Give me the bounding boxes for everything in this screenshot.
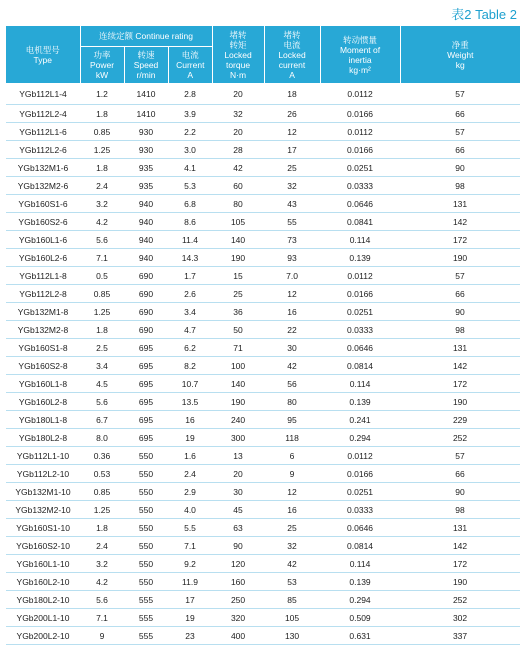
cell-type: YGb160L2-8 <box>6 393 80 411</box>
cell-current: 4.7 <box>168 321 212 339</box>
cell-locked-current: 17 <box>264 141 320 159</box>
header-current: 电流 Current A <box>168 47 212 84</box>
cell-moment-of-inertia: 0.0333 <box>320 501 400 519</box>
cell-locked-torque: 60 <box>212 177 264 195</box>
cell-locked-current: 53 <box>264 573 320 591</box>
cell-power: 1.25 <box>80 501 124 519</box>
cell-speed: 550 <box>124 483 168 501</box>
cell-moment-of-inertia: 0.139 <box>320 393 400 411</box>
cell-current: 2.8 <box>168 83 212 105</box>
table-row <box>6 429 520 447</box>
cell-locked-torque: 20 <box>212 83 264 105</box>
cell-type: YGb112L1-4 <box>6 83 80 105</box>
cell-type: YGb160S1-10 <box>6 519 80 537</box>
cell-power: 1.8 <box>80 321 124 339</box>
cell-weight: 57 <box>400 447 520 465</box>
header-locked-current: 堵转 电流 Locked current A <box>264 26 320 83</box>
cell-power: 9 <box>80 627 124 645</box>
cell-power: 0.85 <box>80 285 124 303</box>
cell-locked-current: 56 <box>264 375 320 393</box>
cell-locked-torque: 28 <box>212 141 264 159</box>
cell-type: YGb132M1-6 <box>6 159 80 177</box>
cell-current: 2.2 <box>168 123 212 141</box>
cell-power: 0.53 <box>80 465 124 483</box>
cell-locked-current: 30 <box>264 339 320 357</box>
cell-power: 2.5 <box>80 339 124 357</box>
cell-locked-current: 6 <box>264 447 320 465</box>
cell-type: YGb160S2-10 <box>6 537 80 555</box>
cell-weight: 131 <box>400 519 520 537</box>
cell-weight: 337 <box>400 627 520 645</box>
cell-moment-of-inertia: 0.241 <box>320 411 400 429</box>
cell-power: 4.2 <box>80 213 124 231</box>
cell-weight: 131 <box>400 195 520 213</box>
cell-speed: 550 <box>124 555 168 573</box>
cell-type: YGb132M2-8 <box>6 321 80 339</box>
cell-moment-of-inertia: 0.0333 <box>320 321 400 339</box>
cell-speed: 940 <box>124 213 168 231</box>
table-row <box>6 231 520 249</box>
table-title: 表2 Table 2 <box>451 7 517 22</box>
cell-locked-torque: 100 <box>212 357 264 375</box>
cell-type: YGb160L2-10 <box>6 573 80 591</box>
cell-locked-torque: 300 <box>212 429 264 447</box>
cell-current: 1.6 <box>168 447 212 465</box>
table-row <box>6 339 520 357</box>
header-weight: 净重 Weight kg <box>400 26 520 83</box>
cell-power: 1.8 <box>80 519 124 537</box>
cell-weight: 98 <box>400 501 520 519</box>
cell-type: YGb200L2-10 <box>6 627 80 645</box>
cell-moment-of-inertia: 0.0112 <box>320 83 400 105</box>
cell-moment-of-inertia: 0.0112 <box>320 447 400 465</box>
cell-speed: 940 <box>124 231 168 249</box>
cell-locked-current: 16 <box>264 501 320 519</box>
cell-locked-torque: 320 <box>212 609 264 627</box>
cell-type: YGb112L2-8 <box>6 285 80 303</box>
cell-current: 11.4 <box>168 231 212 249</box>
header-moment-of-inertia: 转动惯量 Moment of inertia kg·m² <box>320 26 400 83</box>
cell-speed: 695 <box>124 375 168 393</box>
cell-locked-current: 16 <box>264 303 320 321</box>
cell-power: 5.6 <box>80 591 124 609</box>
table-row <box>6 555 520 573</box>
cell-moment-of-inertia: 0.139 <box>320 249 400 267</box>
cell-type: YGb132M2-10 <box>6 501 80 519</box>
cell-speed: 695 <box>124 411 168 429</box>
cell-power: 3.2 <box>80 555 124 573</box>
cell-locked-torque: 190 <box>212 249 264 267</box>
cell-weight: 252 <box>400 429 520 447</box>
cell-moment-of-inertia: 0.294 <box>320 429 400 447</box>
cell-power: 6.7 <box>80 411 124 429</box>
cell-locked-torque: 20 <box>212 123 264 141</box>
cell-power: 2.4 <box>80 537 124 555</box>
cell-type: YGb160S1-6 <box>6 195 80 213</box>
cell-power: 4.5 <box>80 375 124 393</box>
cell-speed: 550 <box>124 447 168 465</box>
table-row <box>6 501 520 519</box>
cell-locked-torque: 71 <box>212 339 264 357</box>
cell-power: 8.0 <box>80 429 124 447</box>
cell-current: 16 <box>168 411 212 429</box>
table-row <box>6 83 520 105</box>
table-row <box>6 519 520 537</box>
cell-locked-current: 130 <box>264 627 320 645</box>
cell-moment-of-inertia: 0.0646 <box>320 519 400 537</box>
cell-moment-of-inertia: 0.0841 <box>320 213 400 231</box>
cell-locked-current: 9 <box>264 465 320 483</box>
cell-speed: 690 <box>124 267 168 285</box>
cell-weight: 66 <box>400 141 520 159</box>
cell-locked-torque: 400 <box>212 627 264 645</box>
cell-speed: 935 <box>124 177 168 195</box>
cell-locked-current: 22 <box>264 321 320 339</box>
cell-locked-current: 12 <box>264 483 320 501</box>
cell-weight: 90 <box>400 303 520 321</box>
cell-power: 7.1 <box>80 249 124 267</box>
cell-weight: 57 <box>400 83 520 105</box>
cell-power: 0.5 <box>80 267 124 285</box>
cell-locked-current: 25 <box>264 519 320 537</box>
cell-locked-torque: 20 <box>212 465 264 483</box>
table-row <box>6 627 520 645</box>
cell-locked-torque: 36 <box>212 303 264 321</box>
cell-moment-of-inertia: 0.0112 <box>320 123 400 141</box>
cell-moment-of-inertia: 0.0166 <box>320 285 400 303</box>
cell-speed: 940 <box>124 249 168 267</box>
table-row <box>6 159 520 177</box>
cell-locked-current: 95 <box>264 411 320 429</box>
cell-power: 1.2 <box>80 83 124 105</box>
cell-current: 4.1 <box>168 159 212 177</box>
cell-weight: 66 <box>400 285 520 303</box>
cell-current: 6.2 <box>168 339 212 357</box>
cell-type: YGb180L2-8 <box>6 429 80 447</box>
cell-current: 3.0 <box>168 141 212 159</box>
cell-speed: 550 <box>124 537 168 555</box>
cell-type: YGb160S2-8 <box>6 357 80 375</box>
cell-current: 3.9 <box>168 105 212 123</box>
cell-speed: 550 <box>124 573 168 591</box>
cell-speed: 695 <box>124 357 168 375</box>
cell-current: 1.7 <box>168 267 212 285</box>
cell-moment-of-inertia: 0.631 <box>320 627 400 645</box>
cell-weight: 190 <box>400 249 520 267</box>
cell-locked-current: 43 <box>264 195 320 213</box>
cell-current: 19 <box>168 429 212 447</box>
table-row <box>6 105 520 123</box>
table-row <box>6 195 520 213</box>
cell-type: YGb112L1-6 <box>6 123 80 141</box>
cell-power: 0.85 <box>80 483 124 501</box>
cell-speed: 550 <box>124 501 168 519</box>
cell-locked-torque: 160 <box>212 573 264 591</box>
cell-speed: 1410 <box>124 105 168 123</box>
cell-current: 4.0 <box>168 501 212 519</box>
cell-speed: 930 <box>124 123 168 141</box>
cell-current: 9.2 <box>168 555 212 573</box>
cell-weight: 142 <box>400 357 520 375</box>
cell-speed: 930 <box>124 141 168 159</box>
cell-current: 19 <box>168 609 212 627</box>
table-row <box>6 123 520 141</box>
table-row <box>6 375 520 393</box>
cell-locked-current: 18 <box>264 83 320 105</box>
cell-locked-torque: 120 <box>212 555 264 573</box>
cell-power: 3.4 <box>80 357 124 375</box>
cell-locked-torque: 30 <box>212 483 264 501</box>
cell-current: 2.6 <box>168 285 212 303</box>
cell-locked-current: 105 <box>264 609 320 627</box>
cell-locked-current: 25 <box>264 159 320 177</box>
cell-locked-torque: 90 <box>212 537 264 555</box>
cell-power: 1.8 <box>80 159 124 177</box>
cell-type: YGb112L2-6 <box>6 141 80 159</box>
table-body <box>6 83 520 645</box>
table-row <box>6 393 520 411</box>
cell-current: 5.5 <box>168 519 212 537</box>
cell-moment-of-inertia: 0.0251 <box>320 483 400 501</box>
cell-type: YGb160L2-6 <box>6 249 80 267</box>
cell-power: 7.1 <box>80 609 124 627</box>
table-row <box>6 141 520 159</box>
cell-power: 1.25 <box>80 303 124 321</box>
cell-weight: 57 <box>400 123 520 141</box>
cell-locked-current: 32 <box>264 177 320 195</box>
cell-type: YGb160L1-8 <box>6 375 80 393</box>
cell-current: 2.4 <box>168 465 212 483</box>
table-row <box>6 537 520 555</box>
header-continue-rating: 连续定额 Continue rating <box>80 26 212 47</box>
cell-moment-of-inertia: 0.0333 <box>320 177 400 195</box>
cell-locked-torque: 25 <box>212 285 264 303</box>
table-row <box>6 249 520 267</box>
cell-weight: 57 <box>400 267 520 285</box>
cell-locked-torque: 80 <box>212 195 264 213</box>
cell-weight: 131 <box>400 339 520 357</box>
cell-moment-of-inertia: 0.0814 <box>320 357 400 375</box>
table-row <box>6 465 520 483</box>
cell-type: YGb132M1-8 <box>6 303 80 321</box>
table-row <box>6 483 520 501</box>
cell-moment-of-inertia: 0.294 <box>320 591 400 609</box>
cell-speed: 1410 <box>124 83 168 105</box>
cell-locked-torque: 105 <box>212 213 264 231</box>
cell-locked-torque: 32 <box>212 105 264 123</box>
table-row <box>6 177 520 195</box>
cell-moment-of-inertia: 0.114 <box>320 555 400 573</box>
cell-speed: 550 <box>124 519 168 537</box>
cell-locked-current: 12 <box>264 285 320 303</box>
cell-moment-of-inertia: 0.114 <box>320 231 400 249</box>
cell-type: YGb160S2-6 <box>6 213 80 231</box>
cell-locked-torque: 140 <box>212 231 264 249</box>
table-row <box>6 267 520 285</box>
cell-current: 13.5 <box>168 393 212 411</box>
table-row <box>6 591 520 609</box>
cell-weight: 302 <box>400 609 520 627</box>
cell-weight: 66 <box>400 465 520 483</box>
cell-current: 6.8 <box>168 195 212 213</box>
cell-moment-of-inertia: 0.0814 <box>320 537 400 555</box>
cell-speed: 695 <box>124 429 168 447</box>
header-power: 功率 Power kW <box>80 47 124 84</box>
cell-current: 17 <box>168 591 212 609</box>
cell-type: YGb200L1-10 <box>6 609 80 627</box>
header-locked-torque: 堵转 转矩 Locked torque N·m <box>212 26 264 83</box>
cell-type: YGb160S1-8 <box>6 339 80 357</box>
cell-type: YGb112L1-8 <box>6 267 80 285</box>
cell-current: 14.3 <box>168 249 212 267</box>
table-row <box>6 321 520 339</box>
cell-speed: 690 <box>124 303 168 321</box>
cell-current: 7.1 <box>168 537 212 555</box>
cell-weight: 66 <box>400 105 520 123</box>
cell-speed: 555 <box>124 627 168 645</box>
cell-type: YGb180L2-10 <box>6 591 80 609</box>
cell-power: 5.6 <box>80 393 124 411</box>
cell-locked-torque: 15 <box>212 267 264 285</box>
cell-locked-current: 93 <box>264 249 320 267</box>
cell-locked-torque: 45 <box>212 501 264 519</box>
cell-locked-current: 85 <box>264 591 320 609</box>
cell-speed: 695 <box>124 393 168 411</box>
cell-current: 8.6 <box>168 213 212 231</box>
cell-locked-current: 42 <box>264 555 320 573</box>
cell-weight: 142 <box>400 213 520 231</box>
cell-locked-torque: 13 <box>212 447 264 465</box>
cell-locked-torque: 50 <box>212 321 264 339</box>
cell-locked-current: 42 <box>264 357 320 375</box>
cell-type: YGb180L1-8 <box>6 411 80 429</box>
cell-moment-of-inertia: 0.0166 <box>320 465 400 483</box>
cell-current: 11.9 <box>168 573 212 591</box>
cell-locked-current: 118 <box>264 429 320 447</box>
cell-weight: 229 <box>400 411 520 429</box>
table-row <box>6 411 520 429</box>
cell-speed: 940 <box>124 195 168 213</box>
cell-weight: 190 <box>400 393 520 411</box>
cell-weight: 98 <box>400 321 520 339</box>
cell-weight: 172 <box>400 231 520 249</box>
cell-type: YGb132M1-10 <box>6 483 80 501</box>
cell-speed: 555 <box>124 609 168 627</box>
cell-speed: 935 <box>124 159 168 177</box>
cell-power: 1.25 <box>80 141 124 159</box>
cell-locked-current: 12 <box>264 123 320 141</box>
cell-type: YGb160L1-6 <box>6 231 80 249</box>
cell-power: 1.8 <box>80 105 124 123</box>
table-row <box>6 285 520 303</box>
header-speed: 转速 Speed r/min <box>124 47 168 84</box>
cell-weight: 90 <box>400 483 520 501</box>
cell-moment-of-inertia: 0.0251 <box>320 303 400 321</box>
cell-weight: 172 <box>400 375 520 393</box>
cell-locked-torque: 140 <box>212 375 264 393</box>
cell-locked-current: 55 <box>264 213 320 231</box>
cell-weight: 190 <box>400 573 520 591</box>
cell-moment-of-inertia: 0.0112 <box>320 267 400 285</box>
cell-current: 2.9 <box>168 483 212 501</box>
cell-current: 8.2 <box>168 357 212 375</box>
cell-weight: 172 <box>400 555 520 573</box>
motor-spec-table <box>6 26 520 645</box>
cell-type: YGb112L1-10 <box>6 447 80 465</box>
cell-locked-current: 26 <box>264 105 320 123</box>
cell-locked-torque: 42 <box>212 159 264 177</box>
cell-power: 5.6 <box>80 231 124 249</box>
cell-moment-of-inertia: 0.0251 <box>320 159 400 177</box>
table-row <box>6 447 520 465</box>
cell-moment-of-inertia: 0.0166 <box>320 105 400 123</box>
cell-current: 23 <box>168 627 212 645</box>
table-row <box>6 609 520 627</box>
cell-type: YGb112L2-10 <box>6 465 80 483</box>
cell-moment-of-inertia: 0.0646 <box>320 339 400 357</box>
cell-type: YGb112L2-4 <box>6 105 80 123</box>
cell-current: 3.4 <box>168 303 212 321</box>
cell-current: 10.7 <box>168 375 212 393</box>
cell-power: 3.2 <box>80 195 124 213</box>
table-header <box>6 26 520 83</box>
cell-locked-torque: 250 <box>212 591 264 609</box>
table-row <box>6 573 520 591</box>
cell-type: YGb160L1-10 <box>6 555 80 573</box>
table-row <box>6 357 520 375</box>
cell-power: 2.4 <box>80 177 124 195</box>
header-type: 电机型号 Type <box>6 26 80 83</box>
table-row <box>6 213 520 231</box>
cell-power: 0.36 <box>80 447 124 465</box>
cell-type: YGb132M2-6 <box>6 177 80 195</box>
cell-moment-of-inertia: 0.0646 <box>320 195 400 213</box>
cell-moment-of-inertia: 0.139 <box>320 573 400 591</box>
cell-power: 0.85 <box>80 123 124 141</box>
cell-speed: 550 <box>124 465 168 483</box>
cell-weight: 98 <box>400 177 520 195</box>
cell-speed: 690 <box>124 285 168 303</box>
cell-power: 4.2 <box>80 573 124 591</box>
cell-locked-torque: 190 <box>212 393 264 411</box>
cell-moment-of-inertia: 0.114 <box>320 375 400 393</box>
cell-locked-current: 32 <box>264 537 320 555</box>
cell-moment-of-inertia: 0.0166 <box>320 141 400 159</box>
cell-locked-torque: 63 <box>212 519 264 537</box>
cell-moment-of-inertia: 0.509 <box>320 609 400 627</box>
cell-weight: 142 <box>400 537 520 555</box>
cell-weight: 90 <box>400 159 520 177</box>
cell-locked-torque: 240 <box>212 411 264 429</box>
cell-current: 5.3 <box>168 177 212 195</box>
cell-locked-current: 80 <box>264 393 320 411</box>
cell-speed: 690 <box>124 321 168 339</box>
cell-speed: 555 <box>124 591 168 609</box>
table-row <box>6 303 520 321</box>
cell-weight: 252 <box>400 591 520 609</box>
cell-locked-current: 7.0 <box>264 267 320 285</box>
cell-speed: 695 <box>124 339 168 357</box>
cell-locked-current: 73 <box>264 231 320 249</box>
